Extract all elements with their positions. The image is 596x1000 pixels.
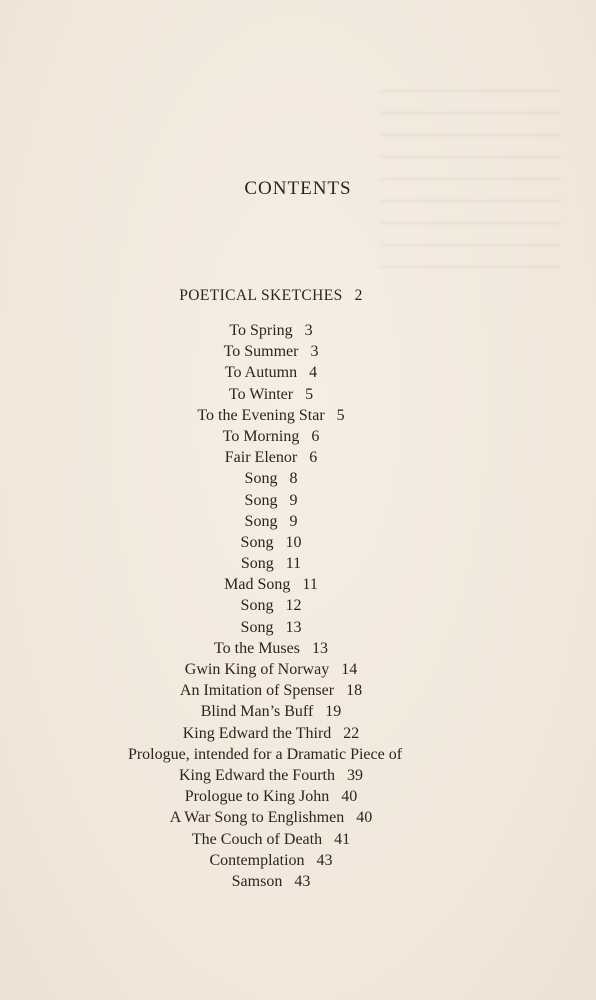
entry-title: Song bbox=[244, 512, 278, 530]
entry-title: Contemplation bbox=[209, 851, 305, 869]
entry-page-number: 18 bbox=[346, 682, 363, 700]
entry-page-number: 40 bbox=[356, 809, 373, 827]
contents-entry bbox=[0, 829, 542, 850]
entry-page-number: 4 bbox=[309, 364, 318, 382]
entry-title: King Edward the Fourth bbox=[179, 766, 335, 784]
entry-title: Song bbox=[244, 470, 278, 488]
contents-entry bbox=[0, 320, 542, 341]
contents-entry bbox=[0, 532, 542, 553]
contents-entry bbox=[0, 553, 542, 574]
contents-entry bbox=[0, 574, 542, 595]
contents-entry bbox=[0, 723, 542, 744]
entry-title: To Summer bbox=[223, 343, 299, 361]
entry-title: To Autumn bbox=[224, 364, 298, 382]
entry-title: Song bbox=[240, 555, 274, 573]
entry-title: Mad Song bbox=[224, 576, 291, 594]
contents-entry bbox=[0, 765, 542, 786]
entry-page-number: 9 bbox=[289, 491, 298, 509]
contents-entry bbox=[0, 447, 542, 468]
entry-page-number: 39 bbox=[346, 766, 363, 784]
contents-entry bbox=[0, 384, 542, 405]
contents-entry bbox=[0, 511, 542, 532]
section-page-number: 2 bbox=[354, 287, 363, 304]
entry-title: King Edward the Third bbox=[182, 724, 332, 742]
entry-title: A War Song to Englishmen bbox=[169, 809, 345, 827]
section-heading bbox=[0, 287, 542, 305]
entry-page-number: 10 bbox=[285, 533, 302, 551]
entry-title: Song bbox=[240, 533, 274, 551]
entry-page-number: 22 bbox=[343, 724, 360, 742]
page-title: CONTENTS bbox=[244, 178, 352, 199]
entry-title: Blind Man’s Buff bbox=[200, 703, 314, 721]
contents-entry bbox=[0, 850, 542, 871]
entry-page-number: 41 bbox=[334, 830, 351, 848]
section-title: POETICAL SKETCHES bbox=[179, 287, 343, 304]
entry-page-number: 14 bbox=[341, 661, 358, 678]
contents-entry bbox=[0, 744, 542, 765]
entry-page-number: 3 bbox=[304, 322, 313, 339]
contents-list bbox=[0, 320, 542, 892]
entry-page-number: 13 bbox=[285, 618, 302, 636]
entry-title: Prologue to King John bbox=[184, 788, 330, 806]
entry-title: To the Muses bbox=[214, 639, 300, 657]
contents-entry bbox=[0, 807, 542, 828]
contents-entry bbox=[0, 701, 542, 722]
entry-page-number: 6 bbox=[309, 449, 318, 467]
contents-entry bbox=[0, 659, 542, 680]
contents-entry bbox=[0, 595, 542, 616]
entry-title: To Spring bbox=[229, 322, 293, 339]
entry-title: Fair Elenor bbox=[224, 449, 298, 467]
entry-page-number: 43 bbox=[294, 872, 311, 890]
entry-title: Gwin King of Norway bbox=[184, 661, 330, 678]
contents-entry bbox=[0, 468, 542, 489]
entry-page-number: 12 bbox=[285, 597, 302, 615]
contents-entry bbox=[0, 638, 542, 659]
entry-page-number: 19 bbox=[325, 703, 342, 721]
contents-entry bbox=[0, 786, 542, 807]
entry-title: To Winter bbox=[228, 385, 294, 403]
entry-title: To the Evening Star bbox=[197, 406, 325, 424]
entry-title: Samson bbox=[231, 872, 283, 890]
contents-entry bbox=[0, 405, 542, 426]
entry-page-number: 5 bbox=[305, 385, 314, 403]
entry-page-number: 43 bbox=[316, 851, 333, 869]
entry-title: Prologue, intended for a Dramatic Piece of bbox=[127, 745, 403, 763]
entry-title: To Morning bbox=[222, 427, 300, 445]
entry-page-number: 40 bbox=[341, 788, 358, 806]
entry-title: The Couch of Death bbox=[191, 830, 323, 848]
contents-entry bbox=[0, 426, 542, 447]
contents-entry bbox=[0, 871, 542, 892]
entry-title: Song bbox=[244, 491, 278, 509]
entry-page-number: 3 bbox=[310, 343, 319, 361]
entry-page-number: 11 bbox=[302, 576, 318, 594]
bleed-through-text bbox=[380, 70, 560, 270]
entry-page-number: 11 bbox=[285, 555, 302, 573]
contents-entry bbox=[0, 341, 542, 362]
entry-page-number: 8 bbox=[289, 470, 298, 488]
contents-entry bbox=[0, 617, 542, 638]
entry-title: Song bbox=[240, 597, 274, 615]
entry-page-number: 9 bbox=[289, 512, 298, 530]
entry-title: An Imitation of Spenser bbox=[179, 682, 335, 700]
entry-page-number: 13 bbox=[311, 639, 328, 657]
entry-page-number: 6 bbox=[311, 427, 320, 445]
entry-page-number: 5 bbox=[336, 406, 345, 424]
contents-entry bbox=[0, 490, 542, 511]
contents-entry bbox=[0, 362, 542, 383]
entry-title: Song bbox=[240, 618, 274, 636]
contents-entry bbox=[0, 680, 542, 701]
